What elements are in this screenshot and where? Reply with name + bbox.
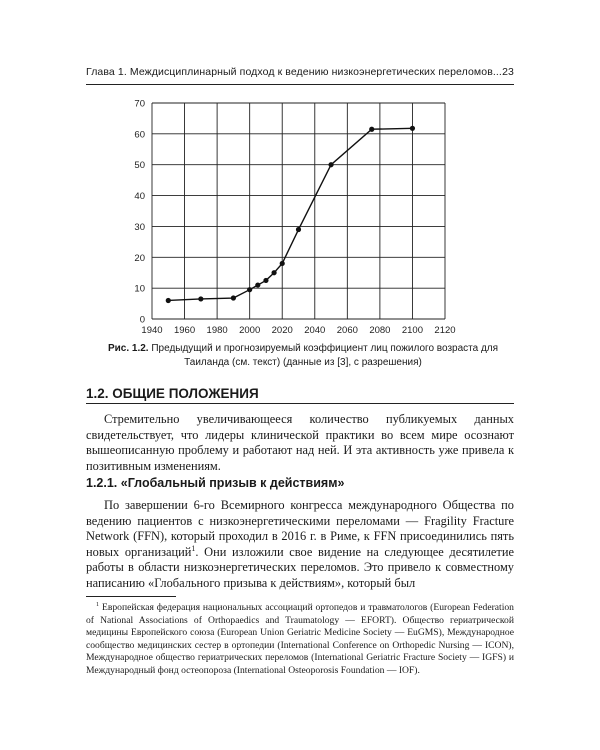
y-tick-label-7: 70	[134, 98, 145, 110]
figure-caption	[93, 342, 513, 370]
paragraph-text-after: . Они изложили свое видение на следующее десятилетие работы в области низкоэнергетических переломов. Это привело к совместному написанию «Глобального призыва к действиям», который был	[86, 544, 514, 590]
x-tick-label-4: 2020	[271, 325, 293, 336]
y-tick-label-2: 20	[134, 252, 145, 264]
footnote-text: Европейская федерация национальных ассоциаций ортопедов и травматологов (European Federation of National Associations of Orthopaedics and Traumatology — EFORT). Общество гериатрической медицины Европейского союза (European Union Geriatric Medicine Society — EuGMS), Международное сообщество медицинских сестер в ортопедии (International Conference on Orthopedic Nursing — ICON), Международное общество гериатрических переломов (International Geriatric Fracture Society — IGFS) и Международный фонд остеопороза (International Osteoporosis Foundation — IOF).	[86, 602, 514, 676]
y-tick-label-1: 10	[134, 283, 145, 295]
data-point-1	[198, 296, 203, 301]
data-point-11	[410, 126, 415, 131]
chapter-title: Глава 1. Междисциплинарный подход к ведению низкоэнергетических переломов...	[86, 66, 502, 78]
line-chart	[86, 92, 466, 338]
y-tick-label-4: 40	[134, 191, 145, 203]
x-tick-label-3: 2000	[239, 325, 261, 336]
y-tick-label-6: 60	[134, 129, 145, 141]
series-line	[168, 128, 412, 300]
paragraph-text-before: По завершении 6-го Всемирного конгресса международного Общества по ведению пациентов с низкоэнергетическими переломами — Fragility Fracture Network (FFN), который проходил в 2016 г. в Риме, к FFN присоединились пять новых организаций	[86, 498, 514, 559]
x-tick-label-5: 2040	[304, 325, 326, 336]
x-tick-label-6: 2060	[336, 325, 358, 336]
footnote	[86, 602, 514, 677]
footnote-marker: 1	[96, 600, 100, 608]
data-point-3	[247, 287, 252, 292]
x-tick-label-1: 1960	[173, 325, 196, 336]
data-point-0	[166, 298, 171, 303]
data-point-2	[231, 295, 236, 300]
x-tick-label-9: 2120	[434, 325, 456, 336]
y-tick-label-3: 30	[134, 221, 145, 233]
y-tick-label-0: 0	[139, 314, 145, 326]
subsection-title: 1.2.1. «Глобальный призыв к действиям»	[86, 476, 345, 490]
x-tick-label-8: 2100	[401, 325, 424, 336]
footnote-reference[interactable]: 1	[191, 543, 196, 553]
figure-label: Рис. 1.2.	[107, 343, 149, 354]
section-title: 1.2. ОБЩИЕ ПОЛОЖЕНИЯ	[86, 386, 514, 404]
y-tick-label-5: 50	[134, 160, 145, 172]
data-point-9	[328, 162, 333, 167]
subsection-paragraph	[86, 498, 514, 591]
data-point-7	[280, 261, 285, 266]
footnote-rule	[86, 596, 176, 597]
page-number: 23	[502, 66, 514, 78]
x-tick-label-7: 2080	[369, 325, 391, 336]
header-rule	[86, 84, 514, 85]
data-point-10	[369, 127, 374, 132]
running-head	[86, 66, 514, 78]
data-point-5	[263, 278, 268, 283]
x-tick-label-0: 1940	[141, 325, 163, 336]
section-paragraph: Стремительно увеличивающееся количество публикуемых данных свидетельствует, что лидеры клинической практики во всем мире осознают вышеописанную проблему и работают над ней. И эта активность уже привела к позитивным изменениям.	[86, 412, 514, 473]
data-point-6	[271, 270, 276, 275]
figure-caption-text: Предыдущий и прогнозируемый коэффициент лиц пожилого возраста для Таиланда (см. текст) (данные из [3], с разрешения)	[151, 343, 499, 368]
data-point-4	[255, 282, 260, 287]
data-point-8	[296, 227, 301, 232]
x-tick-label-2: 1980	[206, 325, 228, 336]
